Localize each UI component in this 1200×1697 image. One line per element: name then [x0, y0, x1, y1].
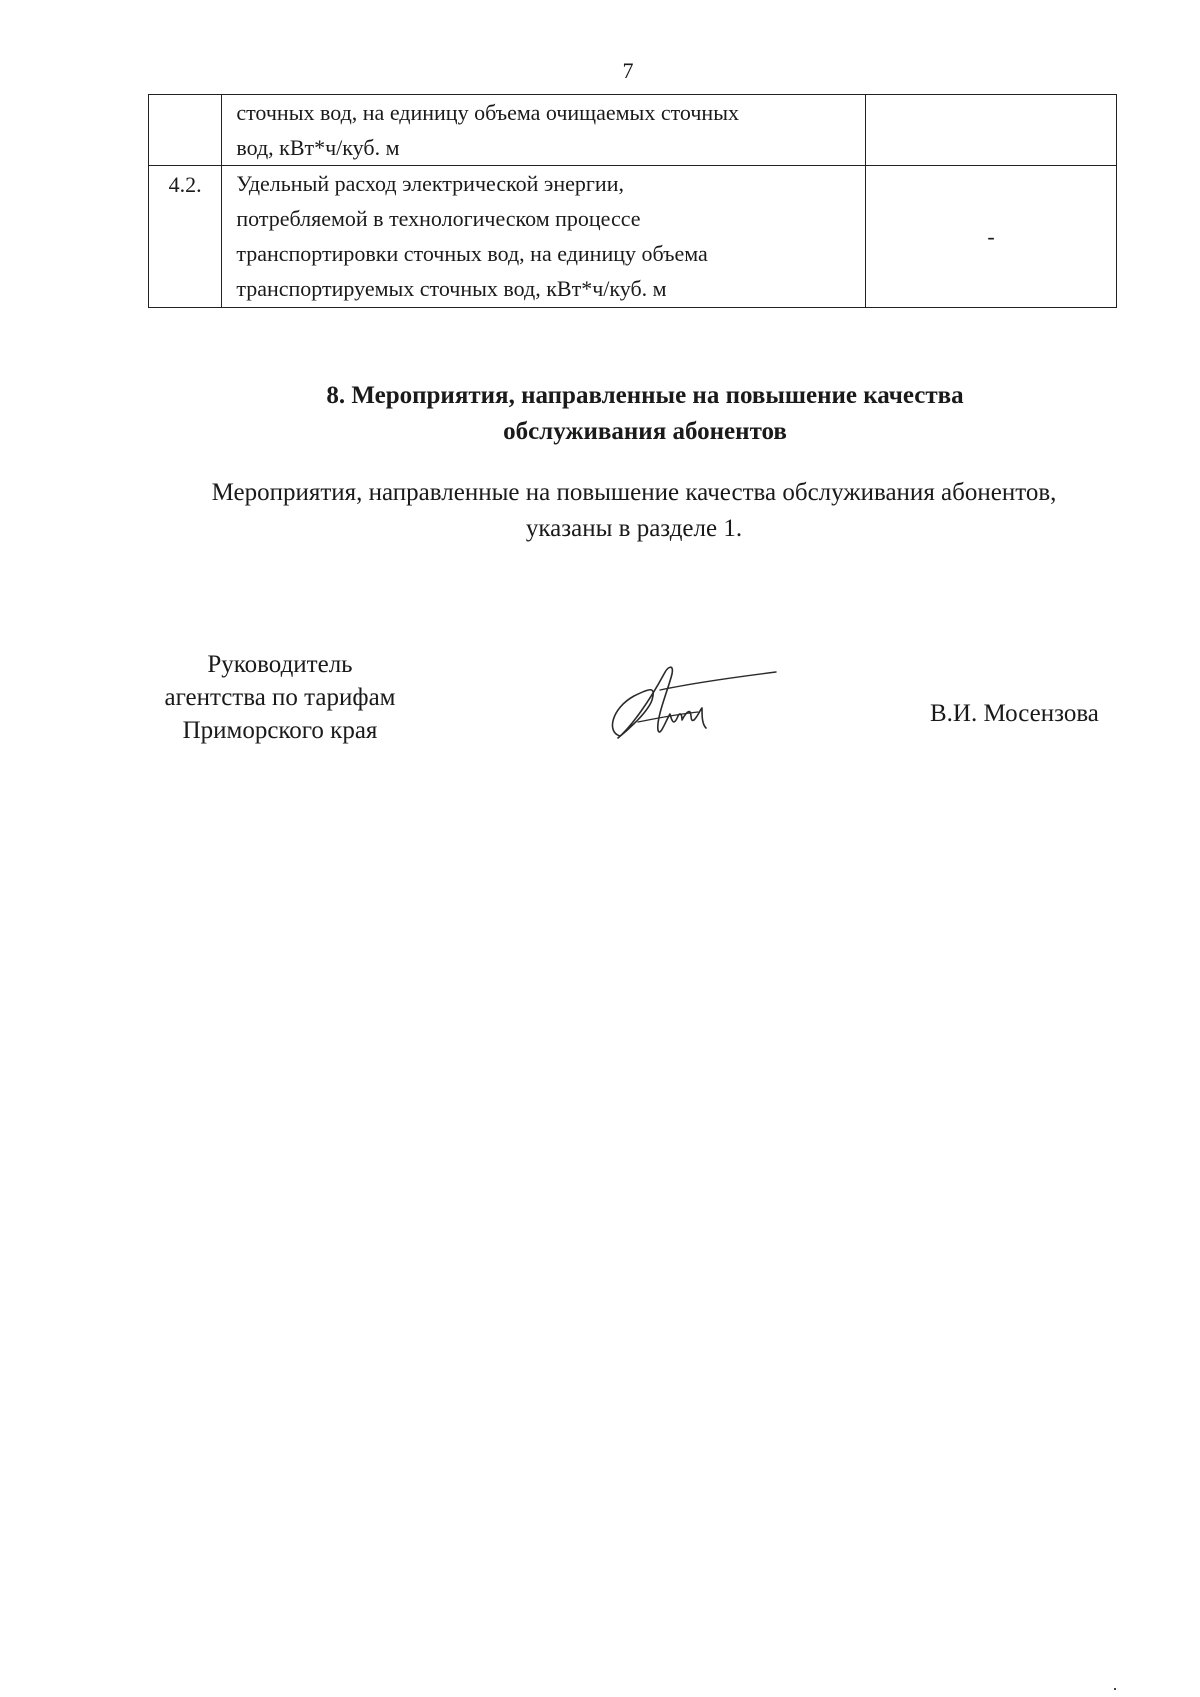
- section-heading: [235, 378, 1055, 450]
- section-body-line: указаны в разделе 1.: [525, 515, 743, 542]
- section-heading-line: обслуживания абонентов: [503, 418, 787, 445]
- section-heading-line: 8. Мероприятия, направленные на повышение качества: [326, 382, 964, 409]
- signatory-position: [140, 648, 420, 747]
- signer-name: В.И. Мосензова: [930, 700, 1099, 727]
- row-number: 4.2.: [168, 172, 202, 197]
- section-body-line: Мероприятия, направленные на повышение качества обслуживания абонентов,: [211, 479, 1057, 506]
- row-number-cell: [149, 166, 222, 308]
- row-description-cell: [222, 166, 866, 308]
- table-row: [149, 95, 1117, 166]
- row-description-cell: [222, 95, 866, 166]
- row-description-line: вод, кВт*ч/куб. м: [236, 135, 400, 160]
- handwritten-signature-icon: [598, 660, 788, 750]
- row-number: [149, 95, 221, 96]
- row-value: -: [987, 224, 995, 249]
- indicators-table: [148, 94, 1117, 308]
- signatory-position-line: Приморского края: [182, 717, 378, 744]
- row-description-line: сточных вод, на единицу объема очищаемых сточных: [236, 100, 739, 125]
- row-description-line: транспортировки сточных вод, на единицу объема: [236, 241, 708, 266]
- row-value-cell: [865, 166, 1116, 308]
- row-description-line: транспортируемых сточных вод, кВт*ч/куб. м: [236, 276, 667, 301]
- row-value-cell: [865, 95, 1116, 166]
- row-description-line: Удельный расход электрической энергии,: [236, 171, 624, 196]
- page-number: 7: [622, 58, 634, 83]
- row-number-cell: [149, 95, 222, 166]
- signatory-position-line: агентства по тарифам: [164, 684, 396, 711]
- scan-speck: [1114, 1688, 1116, 1690]
- section-body: [148, 475, 1120, 547]
- row-description-line: потребляемой в технологическом процессе: [236, 206, 641, 231]
- signatory-position-line: Руководитель: [207, 651, 353, 678]
- table-row: [149, 166, 1117, 308]
